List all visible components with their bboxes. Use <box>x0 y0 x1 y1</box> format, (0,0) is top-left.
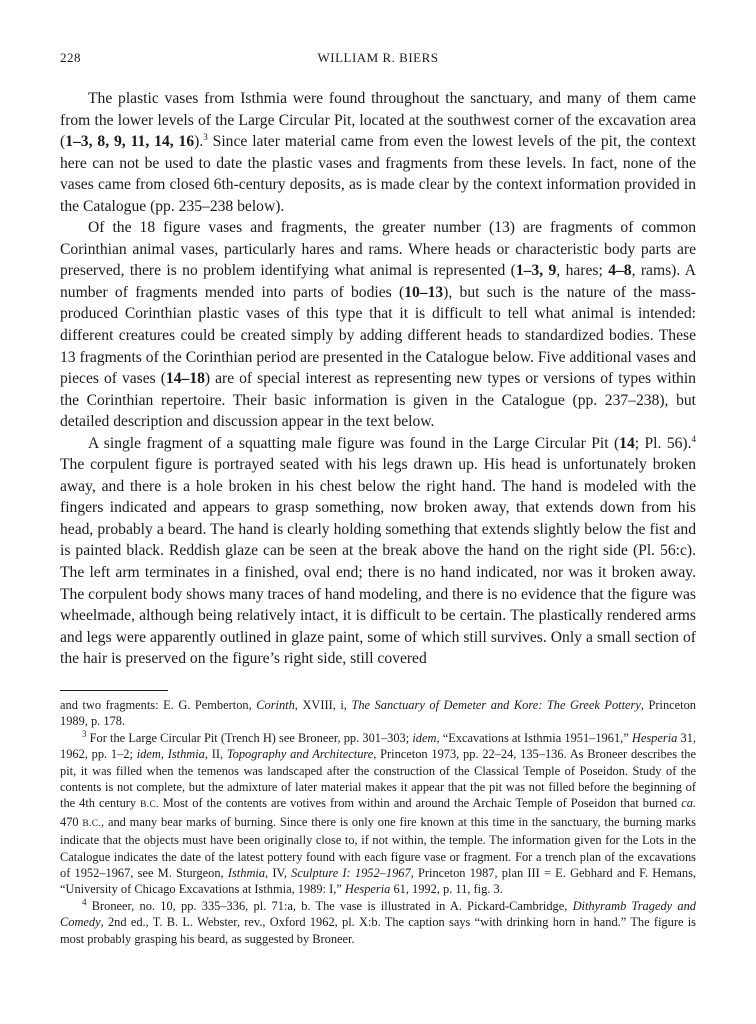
paragraph-2: Of the 18 figure vases and fragments, the greater number (13) are fragments of common Corinthian animal vases, particularly hares and rams. Where heads or characteristic body parts are preserved, there is no problem identifying what animal is represented (1–3, 9, hares; 4–8, rams). A number of fragments mended into parts of bodies (10–13), but such is the nature of the mass-produced Corinthian plastic vases of this type that it is difficult to tell what animal is intended: different creatures could be created simply by adding different heads to standardized bodies. These 13 fragments of the Corinthian period are presented in the Catalogue below. Five additional vases and pieces of vases (14–18) are of special interest as representing new types or versions of types within the Corinthian repertoire. Their basic information is given in the Catalogue (pp. 237–238), but detailed description and discussion appear in the text below. <box>60 219 697 431</box>
paragraph-3: A single fragment of a squatting male figure was found in the Large Circular Pit (14; Pl. 56).$^4$ The corpulent figure is portrayed seated with his legs drawn up. His head is unfortunately broken away, and there is a hole broken in his chest below the right hand. The hand is modeled with the fingers indicated and appears to grasp something, now broken away, that extends down from his head, probably a beard. The hand is clearly holding something that extends slightly below the fist and is painted black. Reddish glaze can be seen at the break above the hand on the right side (Pl. 56:c). The left arm terminates in a finished, oval end; there is no hand indicated, nor was it broken away. The corpulent body shows many traces of hand modeling, and there is no evidence that the figure was wheelmade, although being relatively intact, it is difficult to be certain. The plastically rendered arms and legs were apparently outlined in glaze paint, some of which still survives. Only a small section of the hair is preserved on the figure’s right side, still covered <box>60 433 696 668</box>
page-header <box>60 50 696 70</box>
footnote-separator <box>60 690 168 691</box>
body-text <box>60 88 696 670</box>
footnote-ref-4: 4 <box>691 433 696 444</box>
footnotes <box>60 697 696 947</box>
paragraph-1: The plastic vases from Isthmia were found throughout the sanctuary, and many of them came from the lower levels of the Large Circular Pit, located at the southwest corner of the excavation area (1–3, 8, 9, 11, 14, 16).$^3$ Since later material came from even the lowest levels of the pit, the context here can not be used to date the plastic vases and fragments from these levels. In fact, none of the vases came from closed 6th-century deposits, as is made clear by the context information provided in the Catalogue (pp. 235–238 below). <box>60 90 696 215</box>
footnote-3: $^3$ For the Large Circular Pit (Trench H) see Broneer, pp. 301–303; idem, “Excavations at Isthmia 1951–1961,” Hesperia 31, 1962, pp. 1–2; idem, Isthmia, II, Topography and Architecture, Princeton 1973, pp. 22–24, 135–136. As Broneer describes the pit, it was filled when the temenos was landscaped after the construction of the Classical Temple of Poseidon. Study of the contents is not complete, but the admixture of later material makes it appear that the pit was not filled before the beginning of the 4th century B.C. Most of the contents are votives from within and around the Archaic Temple of Poseidon that burned ca. 470 B.C., and many bear marks of burning. Since there is only one fire known at this time in the sanctuary, the burning marks indicate that the objects must have been originally close to, if not within, the temple. The information given for the Lots in the Catalogue indicates the date of the latest pottery found with each figure vase or fragment. For a trench plan of the excavations of 1952–1967, see M. Sturgeon, Isthmia, IV, Sculpture I: 1952–1967, Princeton 1987, plan III = E. Gebhard and F. Hemans, “University of Chicago Excavations at Isthmia, 1989: I,” Hesperia 61, 1992, p. 11, fig. 3. <box>60 728 696 897</box>
footnote-continuation: and two fragments: E. G. Pemberton, Corinth, XVIII, i, The Sanctuary of Demeter and Kore: The Greek Pottery, Princeton 1989, p. 178. <box>60 698 696 729</box>
footnote-ref-3: 3 <box>203 131 208 142</box>
page-number: 228 <box>60 50 81 65</box>
running-title: WILLIAM R. BIERS <box>317 50 439 65</box>
footnote-4: $^4$ Broneer, no. 10, pp. 335–336, pl. 71:a, b. The vase is illustrated in A. Pickard-Cambridge, Dithyramb Tragedy and Comedy, 2nd ed., T. B. L. Webster, rev., Oxford 1962, pl. X:b. The caption says “with drinking horn in hand.” The figure is most probably grasping his beard, as suggested by Broneer. <box>60 896 696 946</box>
